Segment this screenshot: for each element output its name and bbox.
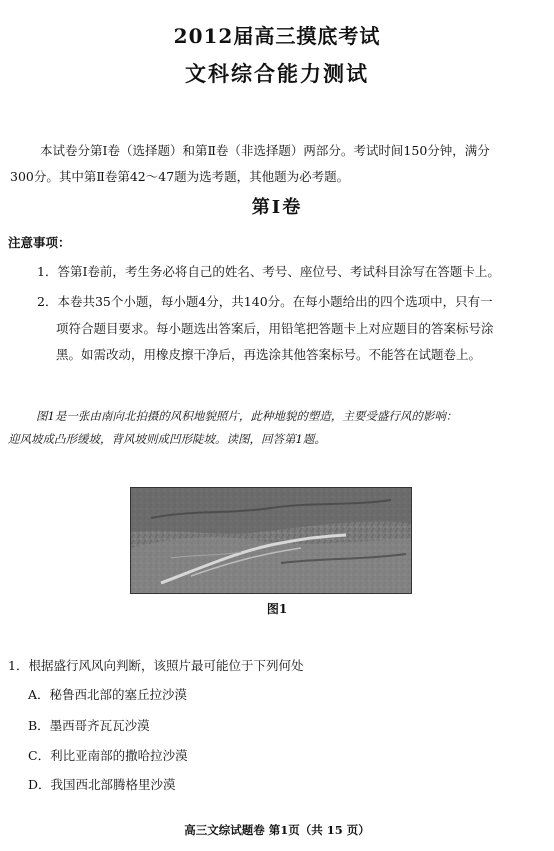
page-footer: 高三文综试题卷 第1页（共 15 页） <box>184 823 370 837</box>
option-c: C．利比亚南部的撒哈拉沙漠 <box>28 748 188 763</box>
notice-item-2-cont: 项符合题目要求。每小题选出答案后，用铅笔把答题卡上对应题目的答案标号涂 <box>56 321 494 336</box>
option-a: A．秘鲁西北部的塞丘拉沙漠 <box>28 687 188 702</box>
dune-photo-graphic <box>131 488 411 593</box>
notice-title: 注意事项： <box>8 235 71 250</box>
dune-photo <box>130 487 412 594</box>
intro-line-2: 300分。其中第Ⅱ卷第42～47题为选考题，其他题为必考题。 <box>10 169 350 184</box>
question-stem: 1．根据盛行风风向判断，该照片最可能位于下列何处 <box>8 658 304 673</box>
passage-line-1: 图1是一张由南向北拍摄的风积地貌照片，此种地貌的塑造，主要受盛行风的影响： <box>36 409 458 423</box>
option-b: B．墨西哥齐瓦瓦沙漠 <box>28 718 150 733</box>
exam-title: 2012届高三摸底考试 <box>173 24 381 48</box>
passage-line-2: 迎风坡成凸形缓坡，背风坡则成凹形陡坡。读图，回答第1题。 <box>8 432 326 446</box>
section-heading: 第Ⅰ卷 <box>251 197 303 218</box>
notice-item-2: 2．本卷共35个小题，每小题4分，共140分。在每小题给出的四个选项中，只有一 <box>37 294 493 309</box>
option-d: D．我国西北部腾格里沙漠 <box>28 777 176 792</box>
notice-item-2-cont: 黑。如需改动，用橡皮擦干净后，再选涂其他答案标号。不能答在试题卷上。 <box>56 347 482 362</box>
exam-subtitle: 文科综合能力测试 <box>185 61 369 86</box>
intro-line-1: 本试卷分第Ⅰ卷（选择题）和第Ⅱ卷（非选择题）两部分。考试时间150分钟，满分 <box>40 143 490 158</box>
notice-item-1: 1．答第Ⅰ卷前，考生务必将自己的姓名、考号、座位号、考试科目涂写在答题卡上。 <box>37 264 500 279</box>
figure-caption: 图1 <box>266 602 288 616</box>
